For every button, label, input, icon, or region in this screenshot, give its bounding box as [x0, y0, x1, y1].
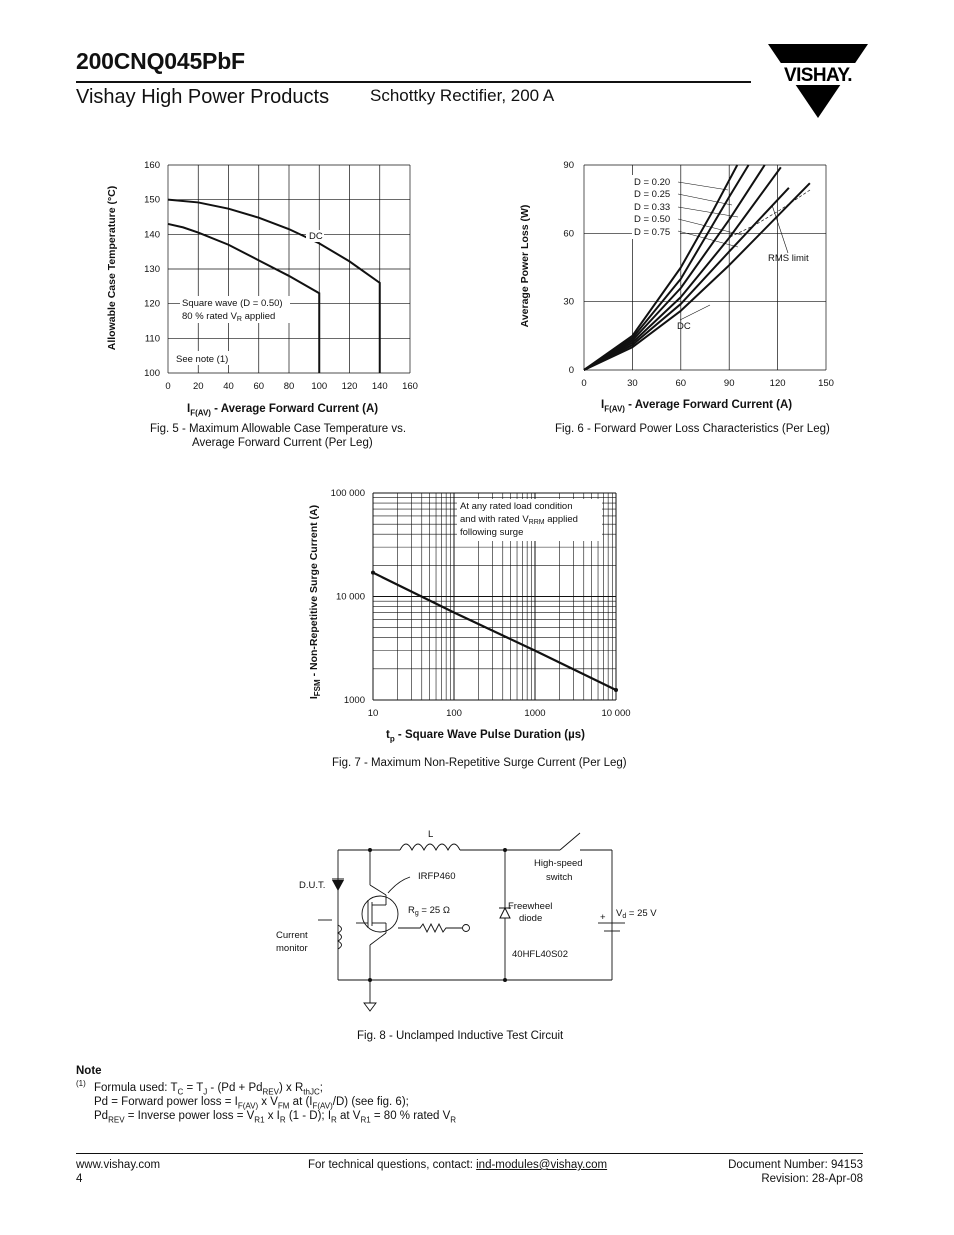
fig5-series-0 — [168, 200, 380, 373]
fig6-ytick: 90 — [563, 160, 574, 171]
fig5-caption-line2: Average Forward Current (Per Leg) — [192, 437, 373, 449]
logo-text: VISHAY. — [784, 65, 852, 86]
inductor-label: L — [428, 829, 434, 840]
division-name: Vishay High Power Products — [76, 86, 330, 108]
fig5-note-label: See note (1) — [176, 354, 229, 365]
footer-rule — [76, 1153, 863, 1154]
fig5-xtick: 140 — [371, 381, 388, 392]
fig7-chart — [320, 485, 640, 725]
switch-label-line2: switch — [546, 872, 573, 883]
fig7-ytick: 10 000 — [335, 591, 365, 603]
note-line1: Formula used: $T_C = T_J - (Pd + Pd_{REV})$ x $R_{thJC}$; — [94, 1082, 323, 1097]
fig6-d020: D = 0.20 — [634, 177, 671, 188]
note-marker: (1) — [76, 1079, 86, 1088]
freewheel-part-label: 40HFL40S02 — [512, 949, 568, 960]
fig5-squarewave-label: Square wave (D = 0.50) — [182, 298, 283, 309]
fig6-ytick: 0 — [568, 365, 574, 376]
dut-diode-symbol — [332, 880, 344, 891]
fig7-point — [614, 688, 618, 692]
fig6-d033: D = 0.33 — [634, 202, 671, 213]
fig6-chart — [560, 155, 860, 395]
fig7-ann-line1: At any rated load condition — [460, 501, 573, 512]
fig5-xtick: 160 — [402, 381, 418, 392]
current-monitor-line1: Current — [276, 930, 308, 941]
fig5-xtick: 100 — [311, 381, 328, 392]
fig5-ytick: 130 — [144, 264, 160, 275]
fig7-xtick: 10 — [367, 708, 379, 719]
fig7-ytick: 1000 — [343, 695, 365, 706]
vishay-logo — [768, 44, 868, 120]
fig6-xtick: 0 — [581, 378, 587, 389]
fig7-caption: Fig. 7 - Maximum Non-Repetitive Surge Current (Per Leg) — [332, 757, 627, 769]
footer-revision: Revision: 28-Apr-08 — [761, 1173, 863, 1185]
fig6-xtick: 30 — [627, 378, 638, 389]
irfp-label: IRFP460 — [418, 871, 456, 882]
note-line2: Pd = Forward power loss = $I_{F(AV)}$ x $V_{FM}$ at $(I_{F(AV)}/D)$ (see fig. 6); — [94, 1096, 409, 1111]
fig6-xtick: 150 — [818, 378, 834, 389]
vd-label: $V_d = 25$ V — [616, 908, 657, 920]
fig5-xtick: 120 — [341, 381, 358, 392]
fig7-point — [371, 571, 375, 575]
fig7-ann-line2: and with rated $V_{RRM}$ applied — [460, 514, 578, 526]
fig5-xlabel: $I_{F(AV)}$ - Average Forward Current (A) — [187, 403, 379, 418]
fig5-ytick: 110 — [144, 333, 160, 345]
fig5-caption-line1: Fig. 5 - Maximum Allowable Case Temperature vs. — [150, 423, 407, 435]
gate-resistor — [398, 924, 462, 932]
fig6-rms-limit — [730, 190, 810, 237]
fig6-d050: D = 0.50 — [634, 214, 671, 225]
fig5-xtick: 60 — [253, 381, 265, 392]
fig5-xtick: 80 — [283, 381, 295, 392]
fig5-ytick: 150 — [144, 194, 160, 206]
part-number: 200CNQ045PbF — [76, 48, 245, 74]
note-title: Note — [76, 1065, 102, 1077]
footer-page-number: 4 — [76, 1173, 83, 1185]
fig6-ytick: 30 — [563, 296, 574, 308]
fig5-ytick: 100 — [144, 368, 160, 379]
footer-contact: For technical questions, contact: ind-modules@vishay.com — [308, 1159, 608, 1171]
fig6-rms-label: RMS limit — [768, 253, 809, 264]
fig5-xtick: 0 — [165, 381, 171, 392]
fig6-xtick: 90 — [723, 378, 735, 389]
inductor-symbol — [400, 844, 460, 850]
fig8-circuit — [270, 825, 670, 1020]
fig6-xlabel: $I_{F(AV)}$ - Average Forward Current (A) — [601, 399, 793, 414]
note-line3: $Pd_{REV}$ = Inverse power loss = $V_{R1}$ x $I_R$ (1 - D); $I_R$ at $V_{R1} = 80$ % rated $V_R$ — [94, 1110, 457, 1125]
plus-sign: + — [600, 912, 606, 923]
fig6-d025: D = 0.25 — [634, 189, 671, 200]
fig5-xtick: 40 — [223, 381, 234, 392]
fig7-ann-line3: following surge — [460, 527, 524, 538]
fig6-caption: Fig. 6 - Forward Power Loss Characteristics (Per Leg) — [555, 423, 830, 435]
fig6-series-3 — [584, 167, 781, 370]
fig5-xtick: 20 — [192, 381, 204, 392]
fig5-ytick: 140 — [144, 229, 160, 241]
switch-label-line1: High-speed — [534, 858, 583, 869]
product-name: Schottky Rectifier, 200 A — [370, 86, 555, 105]
fig7-xtick: 100 — [446, 708, 462, 719]
freewheel-label-line2: diode — [519, 913, 543, 924]
fig7-xtick: 1000 — [524, 708, 546, 719]
fig6-ylabel: Average Power Loss (W) — [519, 204, 531, 328]
fig5-rated-label: 80 % rated $V_R$ applied — [182, 311, 276, 323]
fig5-ytick: 120 — [144, 298, 160, 310]
dut-label: D.U.T. — [299, 880, 326, 891]
switch-symbol — [560, 833, 580, 850]
fig7-xlabel: $t_p$ - Square Wave Pulse Duration (µs) — [386, 729, 585, 744]
fig7-ylabel: $I_{FSM}$ - Non-Repetitive Surge Current (A) — [307, 504, 323, 700]
fig6-leaders — [678, 182, 788, 320]
contact-email-link[interactable]: ind-modules@vishay.com — [476, 1159, 608, 1171]
footer-website[interactable]: www.vishay.com — [76, 1159, 161, 1171]
fig5-dc-label: DC — [309, 231, 323, 242]
fig8-caption: Fig. 8 - Unclamped Inductive Test Circuit — [357, 1030, 564, 1042]
fig7-series-0 — [373, 573, 616, 690]
header-rule — [76, 81, 751, 83]
fig5-ylabel: Allowable Case Temperature (°C) — [106, 185, 118, 351]
fig5-chart — [100, 155, 430, 395]
rg-label: $R_g = 25$ Ω — [408, 905, 450, 917]
fig7-xtick: 10 000 — [601, 708, 631, 719]
fig7-ytick: 100 000 — [330, 488, 365, 499]
fig6-xtick: 60 — [675, 378, 687, 389]
freewheel-label-line1: Freewheel — [508, 901, 553, 912]
fig6-d075: D = 0.75 — [634, 227, 671, 238]
fig5-ytick: 160 — [144, 160, 160, 171]
fig6-xtick: 120 — [769, 378, 786, 389]
fig6-dc-label: DC — [677, 321, 691, 332]
fig6-ytick: 60 — [563, 228, 574, 240]
current-monitor-line2: monitor — [276, 943, 308, 954]
footer-doc-number: Document Number: 94153 — [728, 1159, 863, 1171]
